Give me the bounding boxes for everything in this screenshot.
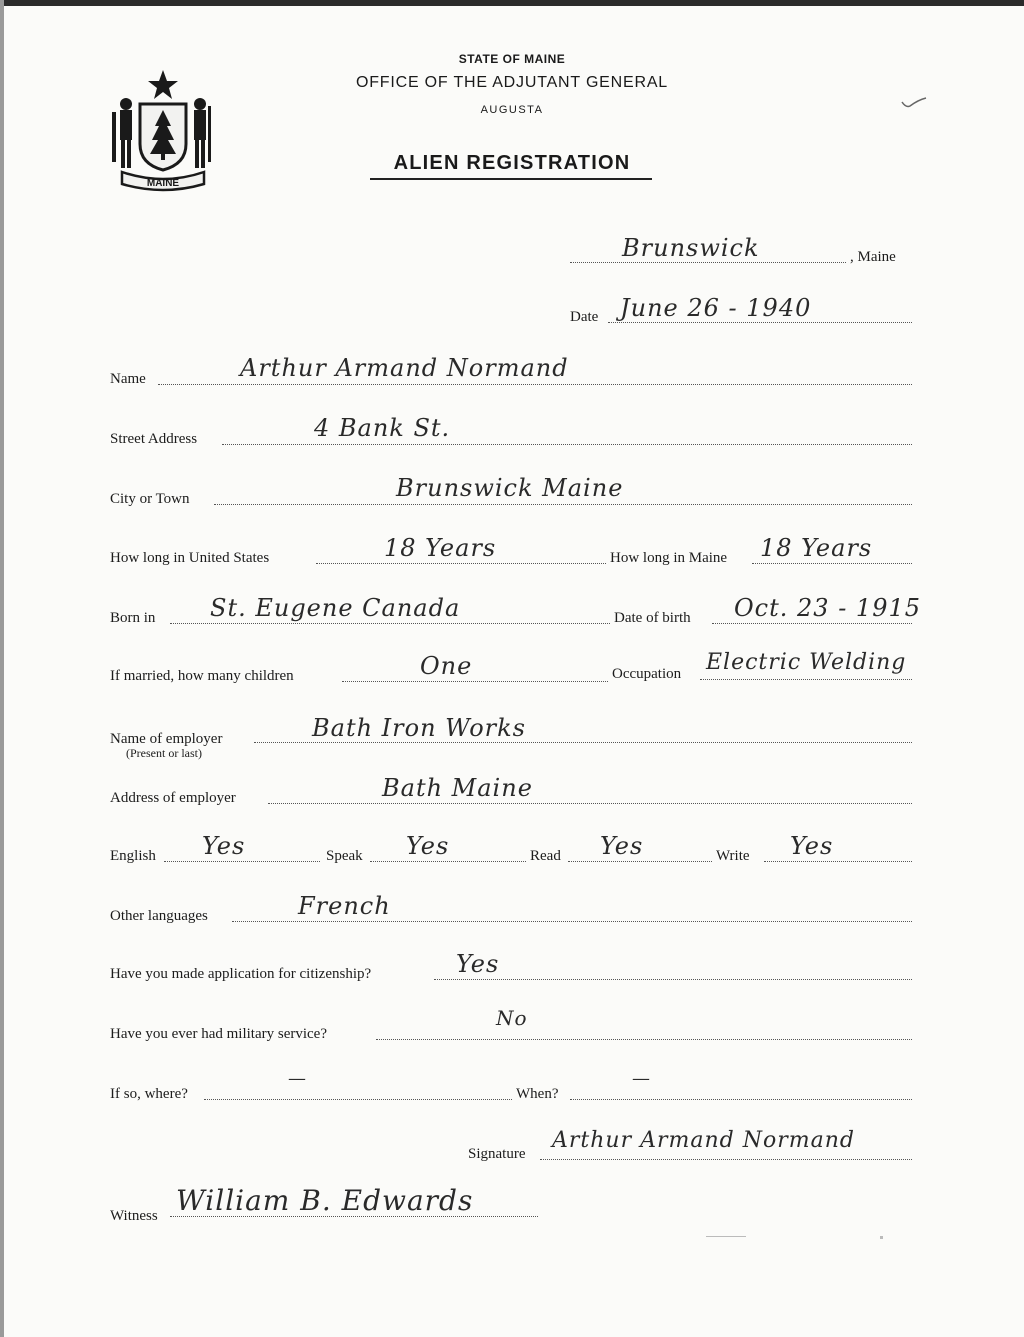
maine-duration-label: How long in Maine [610,550,728,566]
speak-label: Speak [326,848,363,864]
when-value: — [632,1068,651,1089]
children-value: One [420,652,473,680]
scan-edge-top [0,0,1024,6]
occupation-value: Electric Welding [706,650,907,675]
header-state: STATE OF MAINE [458,52,566,66]
employer-label: Name of employer [110,731,223,747]
dob-label: Date of birth [614,610,691,626]
other-languages-line [232,921,912,922]
citizenship-line [434,979,912,980]
write-value: Yes [790,832,834,860]
employer-address-value: Bath Maine [382,774,533,802]
when-label: When? [516,1086,559,1102]
employer-sublabel: (Present or last) [126,746,202,760]
read-value: Yes [600,832,644,860]
name-label: Name [110,371,146,387]
english-value: Yes [202,832,246,860]
name-value: Arthur Armand Normand [240,354,569,382]
scan-edge-left [0,0,4,1337]
employer-value: Bath Iron Works [312,714,526,742]
town-line [570,262,846,263]
other-languages-value: French [298,892,391,920]
city-label: City or Town [110,491,190,507]
city-value: Brunswick Maine [396,474,624,502]
date-value: June 26 - 1940 [620,294,812,322]
citizenship-label: Have you made application for citizenship? [110,966,372,982]
employer-address-label: Address of employer [110,790,236,806]
write-label: Write [716,848,750,864]
when-line [570,1099,912,1100]
dob-value: Oct. 23 - 1915 [734,594,922,622]
form-title: ALIEN REGISTRATION [393,152,631,174]
english-line [164,861,320,862]
read-line [568,861,712,862]
other-languages-label: Other languages [110,908,208,924]
city-line [214,504,912,505]
header-office: OFFICE OF THE ADJUTANT GENERAL [355,74,669,91]
signature-value: Arthur Armand Normand [552,1128,855,1153]
witness-label: Witness [110,1208,158,1224]
street-label: Street Address [110,431,198,447]
town-label: , Maine [850,249,896,265]
date-label: Date [570,309,599,325]
military-line [376,1039,912,1040]
us-duration-value: 18 Years [384,534,497,562]
english-label: English [110,848,156,864]
signature-label: Signature [468,1146,526,1162]
name-line [158,384,912,385]
header-city: AUGUSTA [480,104,544,116]
write-line [764,861,912,862]
us-duration-line [316,563,606,564]
date-line [608,322,912,323]
scan-speck [880,1236,883,1239]
maine-duration-line [752,563,912,564]
children-label: If married, how many children [110,668,294,684]
street-value: 4 Bank St. [314,414,451,442]
military-label: Have you ever had military service? [110,1026,327,1042]
occupation-label: Occupation [612,666,682,682]
us-duration-label: How long in United States [110,550,270,566]
born-in-label: Born in [110,610,156,626]
employer-address-line [268,803,912,804]
scan-speck [706,1236,746,1237]
signature-line [540,1159,912,1160]
military-value: No [496,1006,528,1030]
born-in-line [170,623,610,624]
witness-value: William B. Edwards [176,1184,474,1217]
speak-value: Yes [406,832,450,860]
where-value: — [288,1068,307,1089]
title-underline [370,178,652,180]
read-label: Read [530,848,561,864]
dob-line [712,623,912,624]
maine-duration-value: 18 Years [760,534,873,562]
street-line [222,444,912,445]
where-label: If so, where? [110,1086,188,1102]
occupation-line [700,679,912,680]
where-line [204,1099,512,1100]
seal-ribbon-text: MAINE [146,178,180,189]
born-in-value: St. Eugene Canada [210,594,461,622]
speak-line [370,861,526,862]
citizenship-value: Yes [456,950,500,978]
children-line [342,681,608,682]
town-value: Brunswick [622,234,760,262]
employer-line [254,742,912,743]
